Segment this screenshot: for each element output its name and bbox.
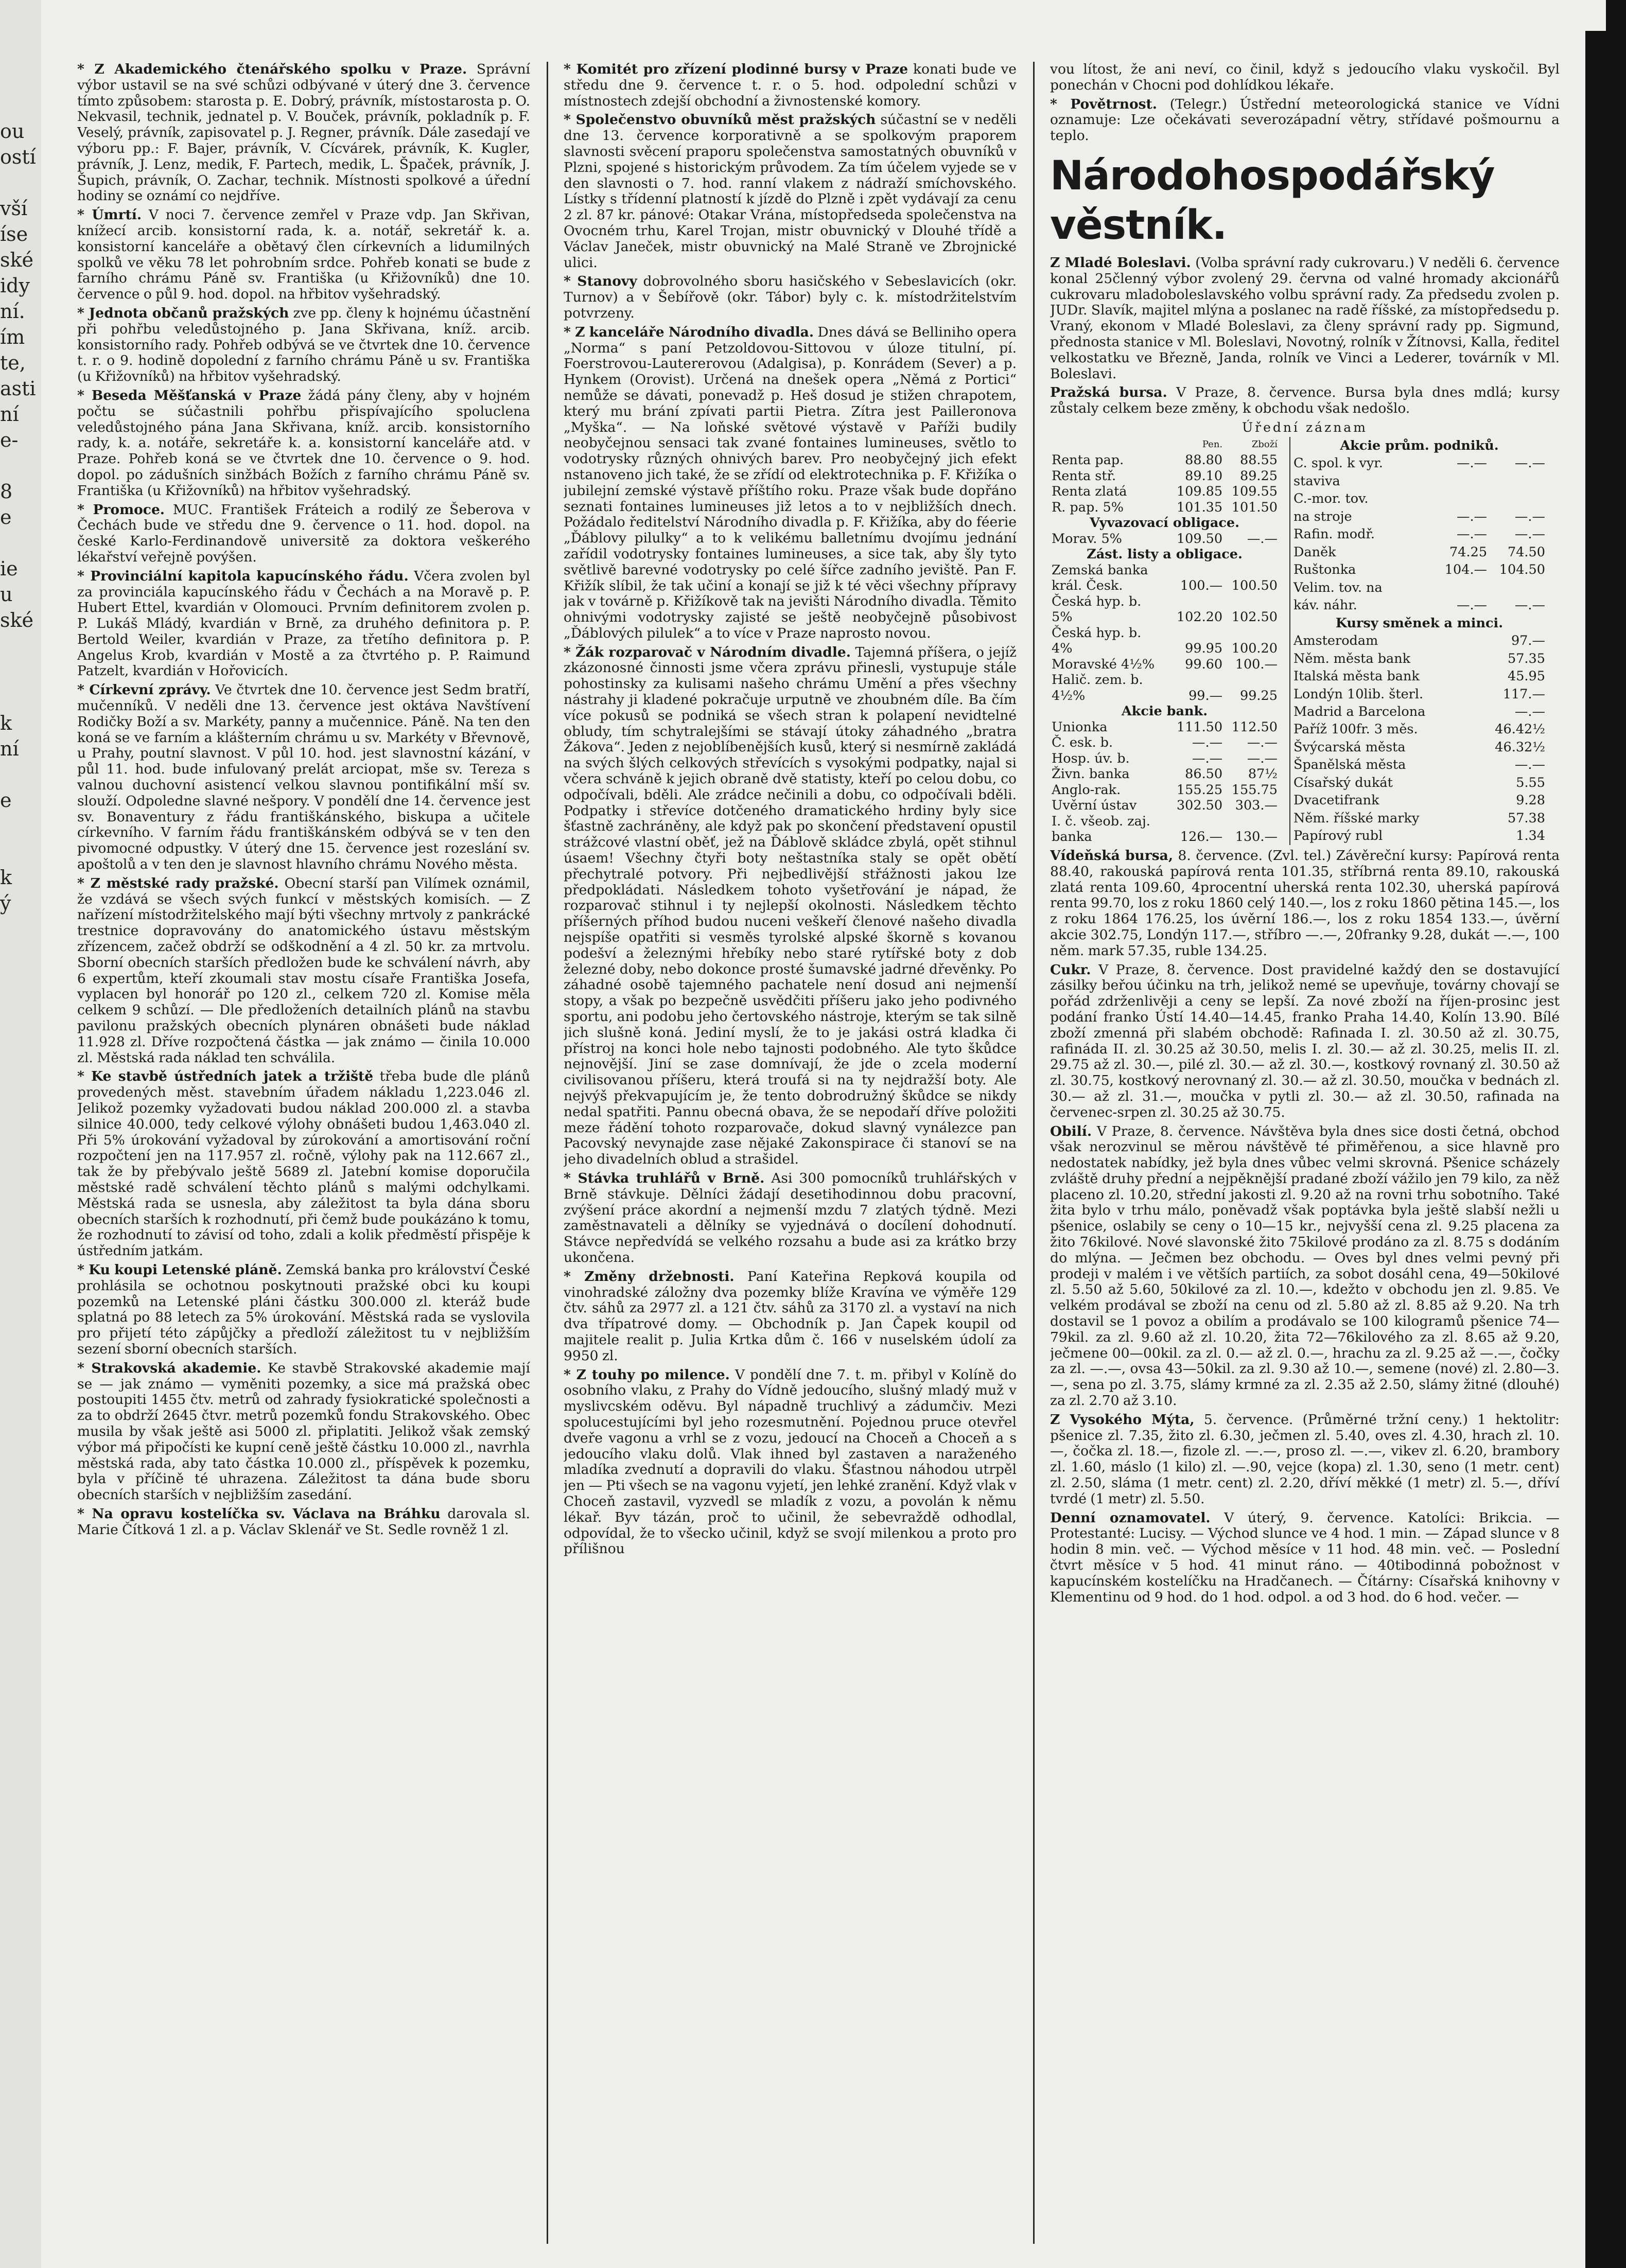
article-lead: * Ke stavbě ústředních jatek a tržiště xyxy=(77,1068,374,1085)
bourse-row: Londýn 10lib. šterl. 117.— xyxy=(1293,686,1545,702)
article-text: dobrovolného sboru hasičského v Sebeslavicích (okr. Turnov) a v Šebířově (okr. Tábor) byly c. k. místodržitelstvím potvrzeny. xyxy=(564,273,1017,321)
bourse-row: Hosp. úv. b. —.— —.— xyxy=(1052,750,1278,766)
article-text: třeba bude dle plánů provedených měst. stavebním úřadem nákladu 1,223.046 zl. Jelikož pozemky vyžadovati budou náklad 200.000 zl. a stavba silnice 40.000, tedy celkové výlohy obnášeti budou 1,463.040 zl. Při 5% úrokování vyžadoval by zúrokování a amortisování roční rozpočtení jen na 117.957 zl. ročně, výlohy pak na 112.667 zl., tak že by přebývalo ještě 5689 zl. Jatební komise doporučila městské radě schválení těchto plánů s malými odchylkami. Městská rada se usnesla, aby záležitost ta byla dána sboru obecních starších k rozhodnutí, při čemž bude poukázáno k tomu, že rozhodnutí to závisí od toho, zdali a kolik předměstí přispěje k ústředním jatkám. xyxy=(77,1068,530,1259)
bourse-row: Italská města bank 45.95 xyxy=(1293,669,1545,684)
fragment-line xyxy=(0,839,31,865)
fragment-line: ou xyxy=(0,120,25,143)
article-text: Včera zvolen byl za provinciála kapucínského řádu v Čechách a na Moravě p. P. Hubert Ettel, kvardián v Olomouci. Prvním definitorem zvolen p. P. Lukáš Mládý, kvardián v Brně, za druhého definitora p. P. Bertold Weiler, kvardián v Praze, za třetího definitora p. P. Angelus Krob, kvardián v Mostě a za čtvrtého p. P. Raimund Patzelt, kvardián v Hořovicích. xyxy=(77,568,530,679)
fragment-line: íse xyxy=(0,223,28,245)
article-paragraph xyxy=(564,645,1017,1168)
article-lead: Cukr. xyxy=(1050,961,1091,978)
bourse-table-right: Akcie prům. podniků. C. spol. k vyr. —.— —.— staviva C.-mor. tov. na stroje —.— —.— Rafin. modř. —.— —.— Daněk 74.25 74.50 Ruštonka 104.— 104.50 Velim. tov. na káv. náhr. —.— —.— Kursy směnek a minci. Amsterodam 97.— Něm. města bank 57.35 Italská města bank 45.95 Londýn 10lib. šterl. 117.— Madrid a Barcelona —.— Paříž 100fr. 3 měs. 46.42½ Švýcarská města 46.32½ Španělská města —.— Císařský dukát 5.55 Dvacetifrank 9.28 Něm. říšské marky 57.38 Papírový rubl 1.34 xyxy=(1289,437,1547,845)
fragment-line: vší xyxy=(0,197,28,220)
article-text: Dnes dává se Belliniho opera „Norma“ s paní Petzoldovou-Sittovou v úloze titulní, pí. Foerstrovou-Lautererovou (Adalgisa), p. Konrádem (Sever) a p. Hynkem (Orovist). Určená na dnešek opera „Němá z Portici“ nemůže se dávati, ponevadž p. Heš dosud je stižen chrapotem, který mu brání zpívati partii Pietra. Zítra jest Pailleronova „Myška“. — Na loňské světové výstavě v Paříži budily neobyčejnou sensaci tak zvané fontaines lumineuses, světlo to vodotrysky různých ohnivých barev. Pro neobyčejný jich efekt nstanoveno jich také, že se zřídí od elektrotechnika p. F. Křižíka o jubilejní zemské výstavě příštího roku. Praze však bude dopřáno seznati fontaines lumineuses již letos a to v nejbližších dnech. Požádalo ředitelství Národního divadla p. F. Křižíka, aby do féerie „Ďáblovy pilulky“ a to k velikému balletnímu dvojímu jednání zařídil vodotrysky fontaines lumineuses, a sice tak, aby šly tyto světlivě barevné vodotrysky po celé šířce zadního jeviště. Pan F. Křižík slíbil, že tak učiní a konají se již k té věci všechny přípravy jak v továrně p. Křižíkově tak na jevišti Národního divadla. Těmito ohnivými vodotrysky zajisté se ještě neobyčejně působivost „Ďáblových pilulek“ a to více v Praze naprosto novou. xyxy=(564,324,1017,641)
bourse-row: Renta stř. 89.10 89.25 xyxy=(1052,468,1278,484)
column-2 xyxy=(564,62,1017,2244)
article-paragraph xyxy=(1050,97,1560,144)
article-text: Paní Kateřina Repková koupila od vinohradské záložny dva pozemky blíže Kravína ve výměře 129 čtv. sáhů za 2977 zl. a 121 čtv. sáhů za 3170 zl. a vystaví na nich dva třípatrové domy. — Obchodník p. Jan Čapek koupil od majitele realit p. Julia Krtka dům č. 166 v nuselském údolí za 9950 zl. xyxy=(564,1268,1017,1364)
bourse-row: I. č. všeob. zaj. xyxy=(1052,813,1150,829)
bourse-row: Živn. banka 86.50 87½ xyxy=(1052,766,1278,782)
fragment-line: k xyxy=(0,866,12,889)
bourse-row: Něm. říšské marky 57.38 xyxy=(1293,810,1545,826)
fragment-line: ostí xyxy=(0,146,36,168)
article-lead: * Stanovy xyxy=(564,273,637,290)
article-lead: * Ku koupi Letenské pláně. xyxy=(77,1261,282,1278)
article-lead: * Jednota občanů pražských xyxy=(77,305,289,321)
article-text: (Telegr.) Ústřední meteorologická stanice ve Vídni oznamuje: Lze očekávati severozápadní větry, střídavé pošmournu a teplo. xyxy=(1050,96,1560,144)
fragment-line: ní xyxy=(0,403,19,426)
article-text: V pondělí dne 7. t. m. přibyl v Kolíně do osobního vlaku, z Prahy do Vídně jedoucího, slušný mladý muž v myslivcském oděvu. Byl nápadně truchlivý a zádumčiv. Mezi spolucestujícími byl jeho rozesmutnění. Pojednou pruce otevřel dveře vagonu a vrhl se z vozu, jedoucí na Choceň a Choceň a s jedoucího vlaku dolů. Vlak ihned byl zastaven a naraženého mladíka zvednutí a dopravili do vlaku. Šťastnou náhodou utrpěl jen — Pti všech se na vagonu vyjetí, jen lehké zranění. Když vlak v Choceň zastavil, vyzvedl se mladík z vozu, a povolán k němu lékař. Byv tázán, proč to učinil, že sebevraždě odhodlal, odpovídal, že to všecko učinil, když se svojí milenkou a proto pro přílišnou xyxy=(564,1366,1017,1557)
article-paragraph xyxy=(564,112,1017,271)
article-paragraph xyxy=(1050,1124,1560,1409)
article-text: V Praze, 8. července. Bursa byla dnes mdlá; kursy zůstaly celkem beze změny, k obchodu však nedošlo. xyxy=(1050,384,1560,417)
bourse-row: Daněk 74.25 74.50 xyxy=(1293,544,1545,560)
article-lead: Vídeňská bursa, xyxy=(1050,847,1174,864)
bourse-row: R. pap. 5% 101.35 101.50 xyxy=(1052,499,1278,515)
bourse-row: král. Česk. 100.— 100.50 xyxy=(1052,578,1278,594)
fragment-line: e- xyxy=(0,429,19,451)
article-paragraph xyxy=(77,569,530,680)
bourse-row: Akcie bank. xyxy=(1121,704,1208,719)
fragment-line: e xyxy=(0,506,12,529)
article-lead: * Změny držebnosti. xyxy=(564,1268,735,1285)
article-text: súčastní se v neděli dne 13. července korporativně a se spolkovým praporem slavnosti svěcení praporu společenstva samostatných obuvníků v Plzni, spojené s historickým průvodem. Za tím účelem vyjede se v den slavnosti o 7. hod. ranní vlakem z nádraží smíchovského. Lístky s třídenní platností k jízdě do Plzně i zpět vydávají za cenu 2 zl. 87 kr. pánové: Otakar Vrána, místopředseda společenstva na Ovocném trhu, Karel Trojan, mistr obuvnický v Dlouhé třídě a Václav Janeček, mistr obuvnický na Malé Straně ve Zbrojnické ulici. xyxy=(564,112,1017,271)
column-rule xyxy=(547,62,548,2244)
bourse-row: Renta pap. 88.80 88.55 xyxy=(1052,452,1278,468)
bourse-row: Morav. 5% 109.50 —.— xyxy=(1052,531,1278,547)
article-lead: * Strakovská akademie. xyxy=(77,1360,261,1376)
bourse-row: Česká hyp. b. xyxy=(1052,625,1142,641)
bourse-row: 5% 102.20 102.50 xyxy=(1052,609,1278,625)
article-lead: * Společenstvo obuvníků měst pražských xyxy=(564,112,876,128)
bourse-row: Švýcarská města 46.32½ xyxy=(1293,739,1545,755)
article-text: Tajemná příšera, o jejíž zkázonosné činnosti jsme včera zprávu přinesli, vystupuje stále pohostinsky za kulisami našeho chrámu Umění a přes všechny nástrahy ji kladené pokračuje urputně ve zhoubném díle. Ba čím více pokusů se podniká se všech stran k polapení nevidtelné obludy, tím schytralejšími se stávají útoky záhadného „bratra Žákova“. Jeden z nejoblíbenějších kusů, který si nesmírně zakládá na svých šlých celkových střevících s vysokými podpatky, najal si včera schváně k jejich obraně dvě statisty, kteří po celou dobu, co odpočívali, bděli. Ale zrádce nečinili a dobu, co odpočívali bděli. Podpatky i střevíce dotčeného dramatického hrdiny byly sice šťastně zachráněny, ale když pak po skončení představení opustil strážcové vlastní oběť, jež na Ďáblově skládce zbylá, opět stihnul úsaem! Všechny čtyři boty neštastníka staly se opět obětí přechytralé potvory. Při nejbedlivější střážnosti jakou lze předpokládati. Následkem tohoto vyšetřování je nápad, že rozparovač stihnul i ty nejlepší okolnosti. Následkem těchto příšerných příhod budou nuceni veškeří členové našeho divadla nejspíše opatřiti si vesměs tyrolské alpské škorně s kovanou podešví a železnými hřebíky nebo staré rytířské boty z dob železné doby, nebo dokonce prosté šumavské jadrné dřevěnky. Po záhadné osobě tajemného pachatele není dosud ani nejmenší stopy, a však po bezpečně usvědčiti příšeru jako jeho podivného sportu, ani podobu jeho čertovského nástroje, kterým se tak silně jich slušně koná. Jediní myslí, že to je jakási ostrá kladka či přístroj na konci hole nebo tajnosti podobného. Ale tyto škůdce nejnovější. Jiní se zase domnívají, že jde o zcela moderní civilisovanou příšeru, která troufá si na ty nejdražší boty. Ale nejvýš překvapujícím je, že tento dobrodružný škůdce se nikdy nedal spatřiti. Pannu obecná obava, že se nepodaří dříve položiti meze řádění tohoto rozparovače, dokud slavný vynálezce pan Pacovský nevynajde zase nějaké Zakonspirace či stanoví se na jeho divadelních oblud a strašidel. xyxy=(564,644,1017,1168)
article-text: V Praze, 8. července. Návštěva byla dnes sice dosti četná, obchod však nerozvinul se měrou návštěvě té přiměřenou, a sice hlavně pro nedostatek nabídky, jež byla dnes vůbec velmi skrovná. Pšenice scházely zvláště druhy přední a nejpěknější pradané zboží vážilo jen 79 kilo, za něž placeno zl. 10.20, střední jakosti zl. 9.20 až na rovni trhu sobotního. Také žita bylo v trhu málo, poněvadž však poptávka byla ještě slabší nežli u pšenice, oslabily se ceny o 10—15 kr., nejvyšší cena zl. 9.25 placena za žito 76kilové. Nové slavonské žito 75kilové prodáno za zl. 8.75 s dodáním do mlýna. — Ječmen bez obchodu. — Oves byl dnes velmi pevný při prodeji v malém i ve větších partiích, za sobot dosáhl cena, 49—50kilové zl. 5.50 až 5.60, 50kilové za zl. 10.—, kdežto v obchodu jen zl. 9.85. Ve velkém prodával se zboží na cenu od zl. 5.80 až zl. 8.85 až 9.20. Na trh dostavil se 1 povoz a obilím a prodávalo se 100 kilogramů pšenice 74—79kil. za zl. 9.60 až zl. 10.20, žita 72—76kilového za zl. 8.65 až 9.20, ječmene 00—00kil. za zl. 0.— až zl. 0.—, hrachu za zl. 9.25 až —.—, čočky za zl. —.—, ovsa 43—50kil. za zl. 9.30 až 10.—, semene (nové) zl. 2.80—3.—, sena po zl. 3.75, slámy krmné za zl. 2.35 až 2.50, slámy žitné (dlouhé) za zl. 2.70 až 3.10. xyxy=(1050,1123,1560,1409)
article-lead: * Provinciální kapitola kapucínského řádu. xyxy=(77,568,409,584)
article-text: Asi 300 pomocníků truhlářských v Brně stávkuje. Dělníci žádají desetihodinnou dobu pracovní, zvýšení práce akordní a nejmenší mzdu 7 zlatých týdně. Mezi zaměstnavateli a dělníky se vyjednává o docílení dohodnutí. Stávce nepředvídá se velkého rozsahu a bude asi za krátko brzy ukončena. xyxy=(564,1170,1017,1265)
bourse-row: 4% 99.95 100.20 xyxy=(1052,641,1278,657)
article-lead: * Z touhy po milence. xyxy=(564,1366,730,1383)
adjacent-page-text-fragment xyxy=(0,118,36,942)
fragment-line: 8 xyxy=(0,480,13,503)
bourse-row: Kursy směnek a minci. xyxy=(1335,615,1503,631)
article-lead: * Povětrnost. xyxy=(1050,96,1158,112)
article-text: V úterý, 9. července. Katolíci: Brikcia. — Protestanté: Lucisy. — Východ slunce ve 4 hod. 1 min. — Západ slunce v 8 hodin 8 min. več. — Východ měsíce v 11 hod. 48 min. več. — Poslední čtvrt měsíce v 5 hod. 41 minut ráno. — 40tibodinná pobožnost v kapucínském kostelíčku na Hradčanech. — Čítárny: Císařská knihovny v Klementinu od 9 hod. do 1 hod. odpol. a od 3 hod. do 6 hod. večer. — xyxy=(1050,1509,1560,1605)
fragment-line xyxy=(0,813,31,839)
article-lead: * Z městské rady pražské. xyxy=(77,875,279,891)
article-paragraph xyxy=(564,325,1017,642)
article-text: žádá pány členy, aby v hojném počtu se súčastnili pohřbu přispívajícího spoluclena veledůstojného pána Jana Skřivana, kníž. arcib. konsistorního rady, k. a. notáře, sekretáře k. a. konsistorní kanceláře atd. v Praze. Pohřeb koná se ve čtvrtek dne 10. července o 9. hod. dopol. po zádušních sinžbách Božích z farního chrámu Páně sv. Františka (u Křižovníků) na hřbitov vyšehradský. xyxy=(77,387,530,499)
article-paragraph xyxy=(77,62,530,204)
fragment-line xyxy=(0,684,31,710)
bourse-row: Halič. zem. b. xyxy=(1052,672,1143,688)
article-paragraph xyxy=(1050,1510,1560,1606)
article-paragraph xyxy=(564,1269,1017,1364)
article-paragraph xyxy=(564,274,1017,321)
article-text: darovala sl. Marie Čítková 1 zl. a p. Václav Sklenář ve St. Sedle rovněž 1 zl. xyxy=(77,1505,530,1538)
fragment-line: k xyxy=(0,712,12,734)
section-title: Národohospodářský věstník. xyxy=(1050,152,1495,249)
fragment-line: idy xyxy=(0,274,30,297)
article-lead: * Promoce. xyxy=(77,501,165,518)
bourse-row: na stroje —.— —.— xyxy=(1293,508,1545,524)
article-text: 8. července. (Zvl. tel.) Závěreční kursy: Papírová renta 88.40, rakouská papírová renta 101.35, stříbrná renta 89.10, rakouská zlatá renta 109.60, 4procentní uherská renta 102.30, uherská papírová renta 99.70, los z roku 1860 celý 140.—, los z roku 1860 pětina 145.—, los z roku 1864 176.25, los úvěrní 186.—, los z roku 1854 133.—, úvěrní akcie 302.75, Londýn 117.—, stříbro —.—, 20franky 9.28, dukát —.—, 100 něm. mark 57.35, ruble 134.25. xyxy=(1050,847,1560,959)
article-text: zve pp. členy k hojnému účastnění při pohřbu veledůstojného p. Jana Skřivana, kníž. arcib. konsistorního rady. Pohřeb odbývá se ve čtvrtek dne 10. července t. r. o 9. hodině dopolední z farního chrámu Páně u sv. Františka (u Křižovníků) na hřbitov vyšehradský. xyxy=(77,305,530,385)
article-paragraph xyxy=(564,1367,1017,1558)
bourse-row: Unionka 111.50 112.50 xyxy=(1052,719,1278,735)
fragment-line: ý xyxy=(0,892,11,915)
bourse-row: Velim. tov. na xyxy=(1293,579,1383,595)
article-lead: * Stávka truhlářů v Brně. xyxy=(564,1170,765,1186)
bourse-row: Něm. města bank 57.35 xyxy=(1293,650,1545,666)
fragment-line: asti xyxy=(0,377,36,400)
article-paragraph xyxy=(1050,1412,1560,1507)
article-lead: * Církevní zprávy. xyxy=(77,682,211,698)
bourse-tables xyxy=(1050,437,1560,845)
bourse-row: Paříž 100fr. 3 měs. 46.42½ xyxy=(1293,722,1545,737)
bourse-row: C. spol. k vyr. —.— —.— xyxy=(1293,455,1545,471)
fragment-line: ní xyxy=(0,737,19,760)
article-paragraph xyxy=(77,1262,530,1358)
bourse-row: C.-mor. tov. xyxy=(1293,491,1369,507)
bourse-row: Zemská banka xyxy=(1052,562,1148,578)
bourse-heading: Úřední záznam xyxy=(1242,419,1368,435)
article-text: (Volba správní rady cukrovaru.) V neděli 6. července konal 25členný výbor zvolený 29. června od valné hromady akcionářů cukrovaru mladoboleslavského volbu správní rady. Za předsedu zvolen p. JUDr. Slavík, majitel mlýna a poslanec na radě říšské, za místopředsedu p. Vraný, ekonom v Mladé Boleslavi, za členy správní rady pp. Sigmund, přednosta stanice v Ml. Boleslavi, Novotný, rolník v Žítnovsi, Kalla, ředitel velkostatku ve Březně, Janda, rolník ve Vinci a Lederer, továrník v Ml. Boleslavi. xyxy=(1050,254,1560,382)
bourse-row: Dvacetifrank 9.28 xyxy=(1293,793,1545,808)
fragment-line: te, xyxy=(0,351,26,374)
fragment-line xyxy=(0,530,31,556)
article-lead: * Komitét pro zřízení plodinné bursy v Praze xyxy=(564,62,908,77)
article-paragraph xyxy=(1050,962,1560,1121)
article-paragraph xyxy=(77,1361,530,1503)
article-paragraph xyxy=(1050,848,1560,959)
article-text: 5. července. (Průměrné tržní ceny.) 1 hektolitr: pšenice zl. 7.35, žito zl. 6.30, ječmen zl. 5.40, oves zl. 4.30, hrach zl. 10.—, čočka zl. 18.—, fizole zl. —.—, proso zl. —.—, vikev zl. 6.20, brambory zl. 1.60, máslo (1 kilo) zl. —.90, vejce (kopa) zl. 1.30, seno (1 metr. cent) zl. 2.50, sláma (1 metr. cent) zl. 2.20, dříví měkké (1 metr) zl. 5.—, dříví tvrdé (1 metr) zl. 5.50. xyxy=(1050,1411,1560,1507)
column-rule xyxy=(1033,62,1035,2244)
article-paragraph xyxy=(77,682,530,873)
bourse-row: Papírový rubl 1.34 xyxy=(1293,828,1545,844)
article-text: Správní výbor ustavil se na své schůzi odbývané v úterý dne 3. července tímto způsobem: starosta p. E. Dobrý, právník, místostarosta p. O. Nekvasil, technik, jednatel p. V. Bouček, právník, pokladník p. F. Veselý, právník, zapisovatel p. J. Regner, právník. Dále zasedají ve výboru pp.: F. Bajer, právník, V. Cícvárek, právník, K. Kugler, právník, J. Lenz, medik, F. Partech, medik, L. Špaček, právník, J. Šupich, právník, O. Zachar, technik. Místnosti spolkové a úřední hodiny se oznámí co nejdříve. xyxy=(77,62,530,204)
article-paragraph xyxy=(1050,62,1560,94)
article-text: Obecní starší pan Vilímek oznámil, že vzdává se všech svých funkcí v městských komisích. — Z nařízení místodržitelského mají býti všechny mrtvoly z pankrácké trestnice dopravovány do anatomického ústavu městským zřízencem, začež obdrží se odškodnění a 4 zl. 50 kr. za mrtvolu. Sborní obecních starších předložen bude ke schválení návrh, aby 6 expertům, kteří zkoumali stav mostu císaře Františka Josefa, vyplacen byl honorář po 120 zl., celkem 720 zl. Komise měla celkem 9 schůzí. — Dle předloženích detailních plánů na stavbu pavilonu pražských obecních plynáren obnášeti bude náklad 11.928 zl. Dříve rozpočtená částka — jak známo — činila 10.000 zl. Městská rada náklad ten schválila. xyxy=(77,875,530,1066)
article-text: Ve čtvrtek dne 10. července jest Sedm bratří, mučenníků. V neděli dne 13. července jest oktáva Navštívení Rodičky Boží a sv. Markéty, panny a mučennice. Páně. Na ten den koná se ve farním a klášterním chrámu u sv. Markéty v Břevnově, u Prahy, poutní slavnost. V půl 10. hod. jest slavnostní kázání, v půl 11. hod. bude infulovaný prelát arciopat, mše sv. Tereza s valnou duchovní asistencí velkou slavnou pontifikální mší sv. slouží. Odpoledne slavné nešpory. V pondělí dne 14. července jest sv. Bonaventury z řádu františkánského, biskupa a učitele církevního. V farním řádu františkánském odbývá se v ten den pivomocné odpustky. V úterý dne 15. července jest rozeslání sv. apoštolů a v ten den je slavnost hlavního chrámu Nového města. xyxy=(77,682,530,873)
article-lead: * Beseda Měšťanská v Praze xyxy=(77,387,302,403)
column-1 xyxy=(77,62,530,2244)
article-paragraph xyxy=(77,388,530,499)
article-paragraph xyxy=(1050,255,1560,382)
article-text: Ke stavbě Strakovské akademie mají se — jak známo — vyměniti pozemky, a sice má pražská obec postoupiti 1455 čtv. metrů od zahrady fysiokratické společnosti a za to obdrží 2645 čtvr. metrů pozemků fondu Strakovského. Obec musila by však ještě asi 5000 zl. připlatiti. Jelikož však zemský výbor má připočísti ke kupní ceně ještě částku 10.000 zl., navrhla městská rada, aby tato částka 10.000 zl., příspěvek k pozemku, byla v příčině té uhrazena. Záležitost ta dána bude sboru obecních starších v nejbližším zasedání. xyxy=(77,1360,530,1503)
bourse-row: Česká hyp. b. xyxy=(1052,593,1142,609)
article-text: V Praze, 8. července. Dost pravidelné každý den se dostavující zásilky beřou účinku na trh, jelikož nemé se upevňuje, továrny chovají se pořád zdrženlivěji a ceny se lepší. Za nové zboží na říjen-prosinc jest podání franko Ústí 14.40—14.45, franko Praha 14.40, Kolín 13.90. Bílé zboží zmenná při slabém obchodě: Rafinada I. zl. 30.50 až zl. 30.75, rafináda II. zl. 30.25 až 30.50, melis I. zl. 30.— až zl. 30.25, melis II. zl. 29.75 až zl. 30.—, pilé zl. 30.— až zl. 30.—, kostkový rovnaný zl. 30.50 až zl. 30.75, kostkový nerovnaný zl. 30.— až zl. 30.50, moučka v bednách zl. 30.— až zl. 31.—, moučka v pytli zl. 30.— až zl. 30.50, rafinada na červenec-srpen zl. 30.25 až 30.75. xyxy=(1050,961,1560,1120)
bourse-table-left: Pen. Zboží Renta pap. 88.80 88.55 Renta stř. 89.10 89.25 Renta zlatá 109.85 109.55 R. pap. 5% 101.35 101.50 Vyvazovací obligace. Morav. 5% 109.50 —.— Zást. listy a obligace. Zemská banka král. Česk. 100.— 100.50 Česká hyp. b. 5% 102.20 102.50 Česká hyp. b. 4% 99.95 100.20 Moravské 4½% 99.60 100.— Halič. zem. b. 4½% 99.— 99.25 Akcie bank. Unionka 111.50 112.50 Č. esk. b. —.— —.— Hosp. úv. b. —.— —.— Živn. banka 86.50 87½ Anglo-rak. 155.25 155.75 Uvěrní ústav 302.50 303.— I. č. všeob. zaj. banka 126.— 130.— xyxy=(1050,437,1279,845)
article-text: V noci 7. července zemřel v Praze vdp. Jan Skřivan, knížecí arcib. konsistorní rada, k. a. notář, sekretář k. a. konsistorní kanceláře a obětavý člen církevních a lidumilných spolků ve věku 78 let pohrobním srdce. Pohřeb konati se bude z farního chrámu Páně sv. Františka (u Křižovníků) dne 10. července o půl 9. hod. dopol. na hřbitov vyšehradský. xyxy=(77,207,530,303)
fragment-line: ní. xyxy=(0,300,25,323)
fragment-line: ské xyxy=(0,609,34,631)
fragment-line: e xyxy=(0,789,12,812)
article-paragraph xyxy=(77,876,530,1066)
bourse-row: Vyvazovací obligace. xyxy=(1089,515,1240,531)
fragment-line xyxy=(0,453,31,479)
bourse-row: Zást. listy a obligace. xyxy=(1087,547,1243,562)
article-paragraph xyxy=(1050,385,1560,417)
article-paragraph xyxy=(564,62,1017,109)
article-text: vou lítost, že ani neví, co činil, když s jedoucího vlaku vyskočil. Byl ponechán v Chocni pod dohlídkou lékaře. xyxy=(1050,62,1560,93)
article-lead: Z Vysokého Mýta, xyxy=(1050,1411,1195,1428)
bourse-row: Rafin. modř. —.— —.— xyxy=(1293,526,1545,542)
article-lead: Z Mladé Boleslavi. xyxy=(1050,254,1191,271)
article-paragraph xyxy=(77,1506,530,1538)
article-lead: Obilí. xyxy=(1050,1123,1092,1139)
article-lead: * Z kanceláře Národního divadla. xyxy=(564,324,814,340)
article-lead: Pražská bursa. xyxy=(1050,384,1167,401)
scan-border xyxy=(1585,0,1626,2268)
article-text: Zemská banka pro království České prohlásila se ochotnou poskytnouti pražské obci ku koupi pozemků na Letenské pláni částku 300.000 zl. kteráž bude splatná po 88 letech za 5% úrokování. Městská rada se vyslovila pro přijetí této zápůjčky a předloží záležitost tu v nejbližším sezení sborní obecních starších. xyxy=(77,1261,530,1357)
newspaper-page xyxy=(77,62,1560,2244)
article-lead: * Úmrtí. xyxy=(77,207,142,223)
bourse-row: Renta zlatá 109.85 109.55 xyxy=(1052,484,1278,500)
bourse-row: Španělská města —.— xyxy=(1293,757,1545,773)
article-lead: * Z Akademického čtenářského spolku v Praze. xyxy=(77,62,467,77)
bourse-row: 4½% 99.— 99.25 xyxy=(1052,688,1278,704)
fragment-line xyxy=(0,762,31,787)
bourse-row: Madrid a Barcelona —.— xyxy=(1293,704,1545,719)
fragment-line: u xyxy=(0,583,13,606)
fragment-line xyxy=(0,916,31,942)
fragment-line: ské xyxy=(0,249,34,271)
bourse-row: káv. náhr. —.— —.— xyxy=(1293,597,1545,613)
bourse-row: Anglo-rak. 155.25 155.75 xyxy=(1052,782,1278,798)
column-3 xyxy=(1050,62,1560,2244)
article-paragraph xyxy=(564,1171,1017,1266)
bourse-row: staviva xyxy=(1293,473,1340,489)
fragment-line xyxy=(0,633,31,659)
article-paragraph xyxy=(77,207,530,303)
article-text: konati bude ve středu dne 9. července t. r. o 5. hod. odpolední schůzi v místnostech zdejší obchodní a živnostenské komory. xyxy=(564,62,1017,109)
bourse-row: Moravské 4½% 99.60 100.— xyxy=(1052,656,1278,672)
article-paragraph xyxy=(77,502,530,566)
article-text: MUC. František Fráteich a rodilý ze Šeberova v Čechách bude ve středu dne 9. července o 11. hod. dopol. na české Karlo-Ferdinandově universitě za doktora veškerého lékařství veřejně povýšen. xyxy=(77,501,530,565)
article-paragraph xyxy=(77,1069,530,1259)
bourse-row: banka 126.— 130.— xyxy=(1052,829,1278,845)
fragment-line: ie xyxy=(0,557,18,580)
fragment-line: ím xyxy=(0,326,25,348)
bourse-row: Amsterodam 97.— xyxy=(1293,633,1545,649)
bourse-row: Ruštonka 104.— 104.50 xyxy=(1293,562,1545,578)
bourse-row: Č. esk. b. —.— —.— xyxy=(1052,735,1278,751)
fragment-line xyxy=(0,170,31,196)
article-paragraph xyxy=(77,306,530,385)
fragment-line xyxy=(0,659,31,684)
article-lead: * Na opravu kostelíčka sv. Václava na Bráhku xyxy=(77,1505,441,1522)
bourse-row: Císařský dukát 5.55 xyxy=(1293,775,1545,790)
bourse-row: Uvěrní ústav 302.50 303.— xyxy=(1052,798,1278,814)
article-lead: Denní oznamovatel. xyxy=(1050,1509,1211,1526)
article-lead: * Žák rozparovač v Národním divadle. xyxy=(564,644,851,660)
